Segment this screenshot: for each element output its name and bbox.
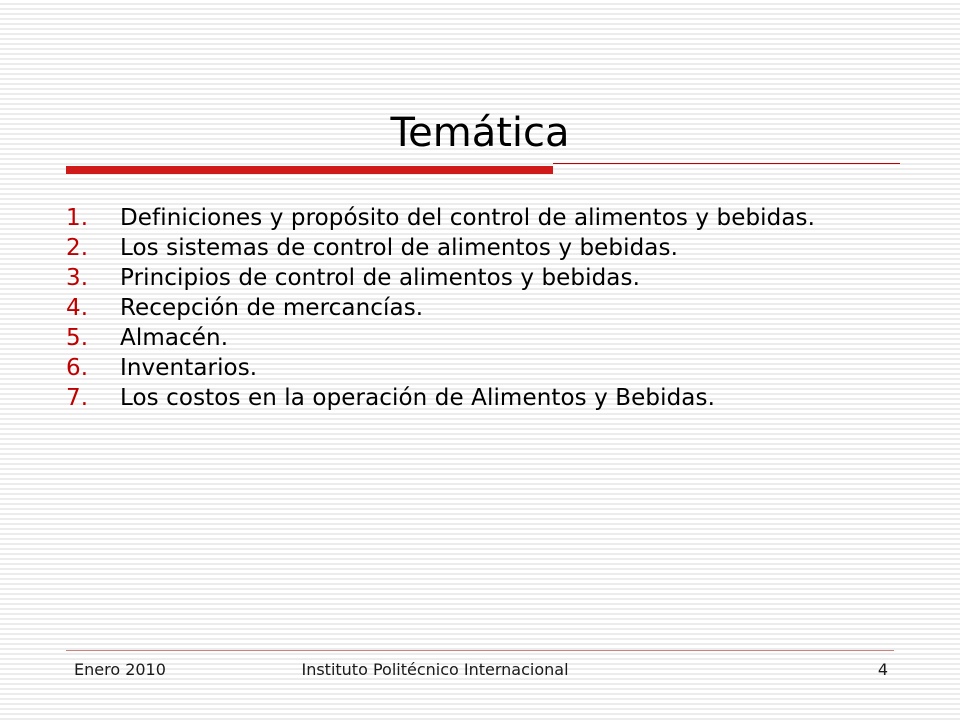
topic-text: Almacén. bbox=[120, 325, 229, 351]
topic-text: Definiciones y propósito del control de alimentos y bebidas. bbox=[120, 205, 816, 231]
topic-text: Principios de control de alimentos y bebidas. bbox=[120, 265, 640, 291]
slide-title: Temática bbox=[390, 110, 570, 156]
topic-item bbox=[66, 233, 846, 263]
topic-item bbox=[66, 203, 846, 233]
topic-number: 4. bbox=[66, 295, 89, 321]
topic-number: 2. bbox=[66, 235, 89, 261]
footer-date: Enero 2010 bbox=[74, 660, 166, 679]
footer-divider bbox=[66, 650, 894, 651]
title-underline bbox=[553, 163, 900, 164]
topic-number: 6. bbox=[66, 355, 89, 381]
topic-item bbox=[66, 383, 846, 413]
topic-item bbox=[66, 263, 846, 293]
topic-number: 1. bbox=[66, 205, 89, 231]
topic-item bbox=[66, 353, 846, 383]
topic-text: Los sistemas de control de alimentos y bebidas. bbox=[120, 235, 678, 261]
topic-number: 7. bbox=[66, 385, 89, 411]
topic-item bbox=[66, 323, 846, 353]
topic-text: Recepción de mercancías. bbox=[120, 295, 424, 321]
title-accent-bar bbox=[66, 166, 553, 174]
topic-text: Los costos en la operación de Alimentos y Bebidas. bbox=[120, 385, 715, 411]
topic-text: Inventarios. bbox=[120, 355, 258, 381]
topic-number: 5. bbox=[66, 325, 89, 351]
topic-list bbox=[66, 203, 846, 413]
footer-organization: Instituto Politécnico Internacional bbox=[301, 660, 569, 679]
page-number: 4 bbox=[877, 660, 888, 679]
topic-item bbox=[66, 293, 846, 323]
topic-number: 3. bbox=[66, 265, 89, 291]
